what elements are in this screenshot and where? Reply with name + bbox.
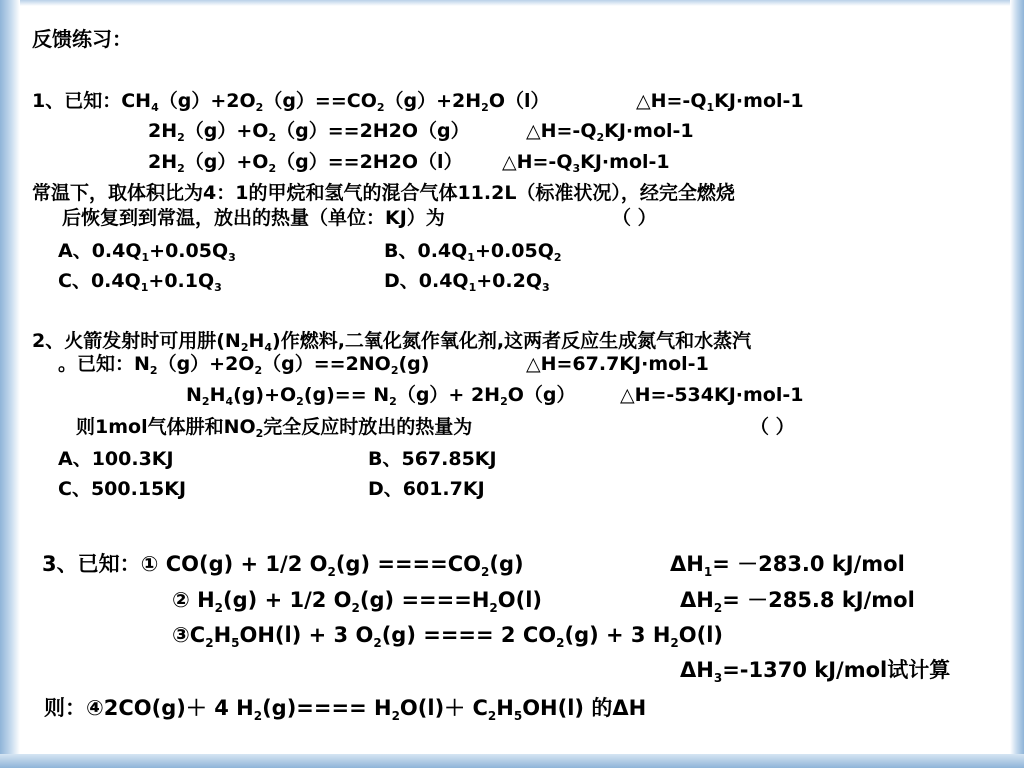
q1-option-a: A、$0.4Q_1+0.05Q_3$ — [58, 240, 236, 264]
q2-line-2: 。已知：$N_2(g)+2O_2(g)==2NO_2(g)$ △H=67.7KJ·mol-1 — [58, 353, 709, 377]
frame-bottom-border — [0, 754, 1024, 768]
q2-option-b: B、567.85KJ — [368, 448, 497, 470]
frame-right-border — [1010, 0, 1024, 768]
frame-top-border — [0, 0, 1024, 6]
q1-option-c: C、$0.4Q_1+0.1Q_3$ — [58, 270, 222, 294]
q2-answer-blank: （ ） — [750, 416, 795, 438]
q1-equation-3: $2H_2(g)+O_2(g)==2H2O(l)$ $\triangle H=-Q_3KJ\cdot mol-1$ — [148, 151, 670, 175]
slide-title: 反馈练习： — [32, 27, 132, 51]
q1-option-b: B、$0.4Q_1+0.05Q_2$ — [384, 240, 562, 264]
q2-option-d: D、601.7KJ — [368, 478, 485, 500]
q2-option-a: A、100.3KJ — [58, 448, 174, 470]
q1-equation-2: $2H_2(g)+O_2(g)==2H2O(g)$ $\triangle H=-Q_2KJ\cdot mol-1$ — [148, 120, 694, 144]
q3-line-2: ② $H_2(g) + 1/2$ $O_2(g) ====H_2O(l)$ $\Delta H_2= -285.8$ kJ/mol — [172, 588, 915, 615]
q1-answer-blank: （ ） — [612, 207, 657, 229]
q2-option-c: C、500.15KJ — [58, 478, 187, 500]
q3-line-4: $\Delta H_3=-1370$ kJ/mol试计算 — [680, 658, 951, 685]
q1-equation-1: 1、已知：$CH_4(g)+2O_2(g)==CO_2(g)+2H_2O(l)$ $\triangle H=-Q_1KJ\cdot mol-1$ — [32, 90, 804, 114]
q2-line-1: 2、火箭发射时可用肼$(N_2H_4)$作燃料,二氧化氮作氧化剂,这两者反应生成氮气和水蒸汽 — [32, 330, 752, 354]
frame-left-border — [0, 0, 20, 768]
q2-line-3: $N_2H_4(g)+O_2(g)== N_2(g)+ 2H_2O(g)$ △H=-534KJ·mol-1 — [186, 384, 804, 408]
q3-line-3: $③C_2H_5OH(l) + 3$ $O_2(g)$ ==== 2 $CO_2(g) + 3$ $H_2O(l)$ — [172, 623, 724, 650]
q1-text-line-1: 常温下，取体积比为4：1的甲烷和氢气的混合气体11.2L（标准状况），经完全燃烧 — [32, 182, 735, 204]
q2-line-4: 则1mol气体肼和$NO_2$完全反应时放出的热量为 （ ） — [76, 416, 795, 440]
q1-option-d: D、$0.4Q_1+0.2Q_3$ — [384, 270, 550, 294]
q1-text-line-2: 后恢复到到常温，放出的热量（单位：KJ）为 （ ） — [62, 207, 657, 229]
q3-line-5: 则：④2CO(g)＋ 4 $H_2(g)==== H_2O(l)+ C_2H_5OH(l)$ 的ΔH — [44, 696, 647, 723]
q3-line-1: 3、已知：① CO(g) + 1/2 $O_2(g) ====CO_2(g)$ $\Delta H_1= -283.0$ kJ/mol — [42, 552, 905, 579]
